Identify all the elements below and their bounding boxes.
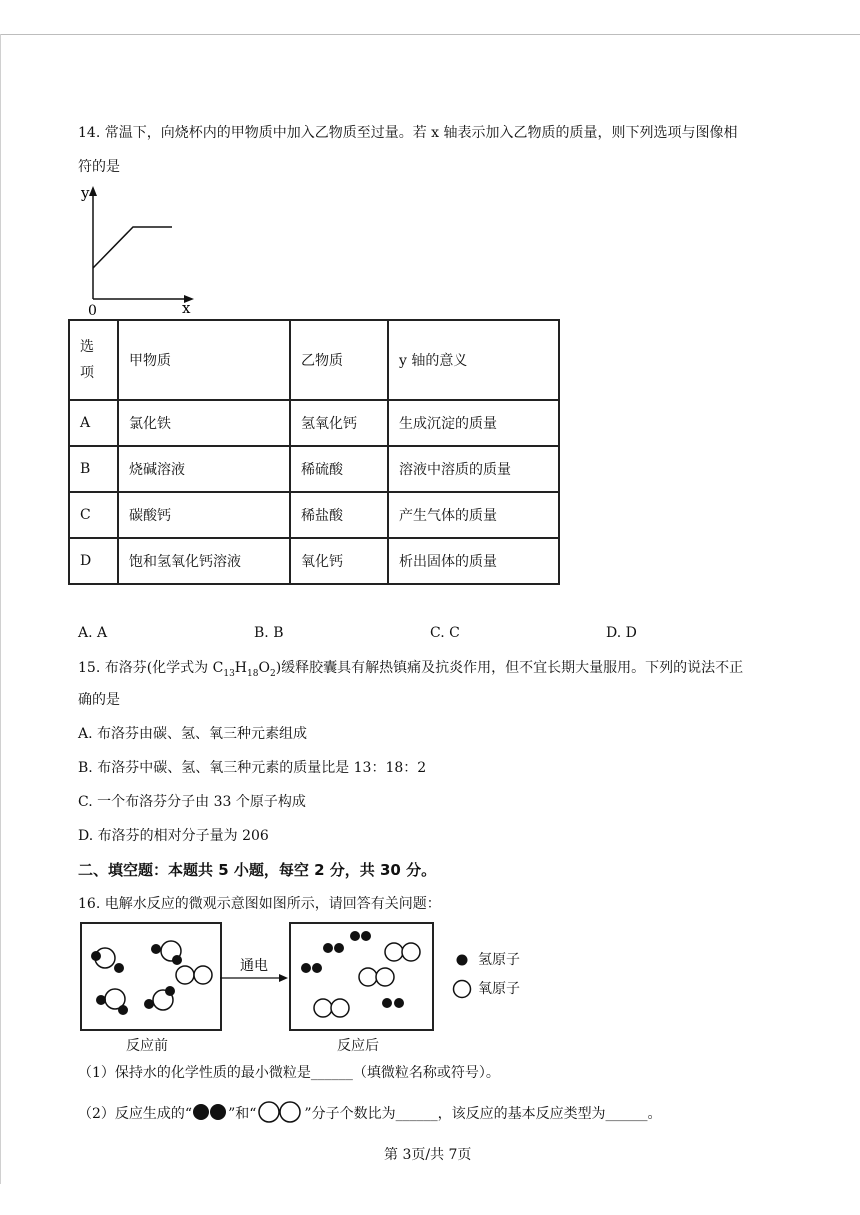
row-d-option: D (69, 538, 118, 584)
q14-stem-line2: 符的是 (78, 159, 120, 175)
legend-hydrogen-label: 氢原子 (478, 952, 520, 968)
row-c-substance-a: 碳酸钙 (118, 492, 290, 538)
before-molecules (82, 924, 220, 1029)
q15-stem-line2: 确的是 (78, 692, 120, 708)
hydrogen-atom (301, 963, 311, 973)
q15-option-d: D. 布洛芬的相对分子量为 206 (78, 828, 269, 844)
oxygen-atom (331, 999, 349, 1017)
row-b-option: B (69, 446, 118, 492)
hydrogen-atom (334, 943, 344, 953)
hydrogen-molecule-icon (192, 1103, 228, 1121)
q15-option-c: C. 一个布洛芬分子由 33 个原子构成 (78, 794, 306, 810)
row-c-option: C (69, 492, 118, 538)
y-axis-label: y (81, 184, 90, 202)
row-d-substance-a: 饱和氢氧化钙溶液 (118, 538, 290, 584)
header-option-line2: 项 (80, 365, 94, 381)
oxygen-atom (314, 999, 332, 1017)
row-a-substance-a: 氯化铁 (118, 400, 290, 446)
q14-choice-c: C. C (430, 625, 460, 641)
formula-sub-c: 13 (223, 668, 235, 679)
oxygen-atom (376, 968, 394, 986)
table-row (69, 400, 559, 446)
formula-sub-h: 18 (247, 668, 259, 679)
hydrogen-atom (312, 963, 322, 973)
q15-stem-part1: 15. 布洛芬(化学式为 C (78, 660, 224, 676)
oxygen-atom (176, 966, 194, 984)
q15-option-a: A. 布洛芬由碳、氢、氧三种元素组成 (78, 726, 308, 742)
q14-graph (72, 180, 202, 320)
x-axis-label: x (182, 299, 191, 317)
header-substance-b: 乙物质 (290, 320, 388, 400)
hydrogen-atom (172, 955, 182, 965)
header-substance-a: 甲物质 (118, 320, 290, 400)
table-header-row (69, 320, 559, 400)
after-reaction-box (289, 922, 434, 1031)
row-d-substance-b: 氧化钙 (290, 538, 388, 584)
before-reaction-box (80, 922, 222, 1031)
row-a-y-meaning: 生成沉淀的质量 (388, 400, 559, 446)
oxygen-atom (359, 968, 377, 986)
reaction-arrow (218, 950, 290, 990)
hydrogen-atom (151, 944, 161, 954)
formula-sub-o: 2 (269, 668, 276, 679)
header-option (69, 320, 118, 400)
legend-icons (452, 950, 472, 1000)
arrow-label: 通电 (240, 958, 268, 974)
oxygen-atom (194, 966, 212, 984)
table-row (69, 446, 559, 492)
row-b-substance-a: 烧碱溶液 (118, 446, 290, 492)
legend-oxygen-icon (454, 981, 471, 998)
origin-label: 0 (88, 303, 97, 319)
hydrogen-atom (118, 1005, 128, 1015)
row-d-y-meaning: 析出固体的质量 (388, 538, 559, 584)
legend-hydrogen-icon (457, 955, 468, 966)
hydrogen-atom (394, 998, 404, 1008)
formula-h-symbol: H (234, 660, 248, 676)
q16-subquestion-2 (78, 1101, 662, 1124)
q14-choice-b: B. B (254, 625, 284, 641)
hydrogen-atom (165, 986, 175, 996)
header-option-line1: 选 (80, 339, 94, 355)
hydrogen-atom (96, 995, 106, 1005)
before-label: 反应前 (126, 1038, 168, 1054)
after-molecules (291, 924, 432, 1029)
hydrogen-atom (91, 951, 101, 961)
legend-oxygen-label: 氧原子 (478, 981, 520, 997)
q15-option-b: B. 布洛芬中碳、氢、氧三种元素的质量比是 13：18：2 (78, 760, 427, 776)
page-top-border (0, 34, 860, 35)
q14-choice-a: A. A (78, 625, 108, 641)
y-axis-arrow-icon (89, 186, 97, 196)
q16-subquestion-1: （1）保持水的化学性质的最小微粒是______（填微粒名称或符号）。 (78, 1065, 500, 1081)
page-number: 第 3页/共 7页 (384, 1147, 472, 1163)
hydrogen-atom (144, 999, 154, 1009)
hydrogen-atom (323, 943, 333, 953)
hydrogen-atom (114, 963, 124, 973)
q15-stem-part2: )缓释胶囊具有解热镇痛及抗炎作用，但不宜长期大量服用。下列的说法不正 (275, 660, 744, 676)
row-a-substance-b: 氢氧化钙 (290, 400, 388, 446)
row-a-option: A (69, 400, 118, 446)
row-b-substance-b: 稀硫酸 (290, 446, 388, 492)
page-left-border (0, 34, 1, 1184)
row-c-y-meaning: 产生气体的质量 (388, 492, 559, 538)
arrow-head-icon (279, 974, 288, 982)
q16-stem: 16. 电解水反应的微观示意图如图所示，请回答有关问题： (78, 896, 441, 912)
header-y-meaning: y 轴的意义 (388, 320, 559, 400)
subq2-part3: ”分子个数比为______，该反应的基本反应类型为______。 (304, 1106, 662, 1122)
row-b-y-meaning: 溶液中溶质的质量 (388, 446, 559, 492)
formula-o-symbol: O (258, 660, 270, 676)
hydrogen-atom (382, 998, 392, 1008)
table-row (69, 492, 559, 538)
q15-stem-line1 (78, 658, 743, 684)
oxygen-atom (385, 943, 403, 961)
graph-curve (93, 227, 172, 268)
oxygen-atom (402, 943, 420, 961)
hydrogen-atom (350, 931, 360, 941)
subq2-part1: （2）反应生成的“ (78, 1106, 193, 1122)
row-c-substance-b: 稀盐酸 (290, 492, 388, 538)
section-title: 二、填空题：本题共 5 小题，每空 2 分，共 30 分。 (78, 861, 437, 879)
q14-choice-d: D. D (606, 625, 637, 641)
subq2-part2: ”和“ (228, 1106, 257, 1122)
hydrogen-atom (361, 931, 371, 941)
table-row (69, 538, 559, 584)
after-label: 反应后 (337, 1038, 379, 1054)
oxygen-molecule-icon (256, 1101, 304, 1123)
q14-stem-line1: 14. 常温下，向烧杯内的甲物质中加入乙物质至过量。若 x 轴表示加入乙物质的质量，则下列选项与图像相 (78, 125, 738, 141)
q14-options-table (68, 319, 560, 585)
